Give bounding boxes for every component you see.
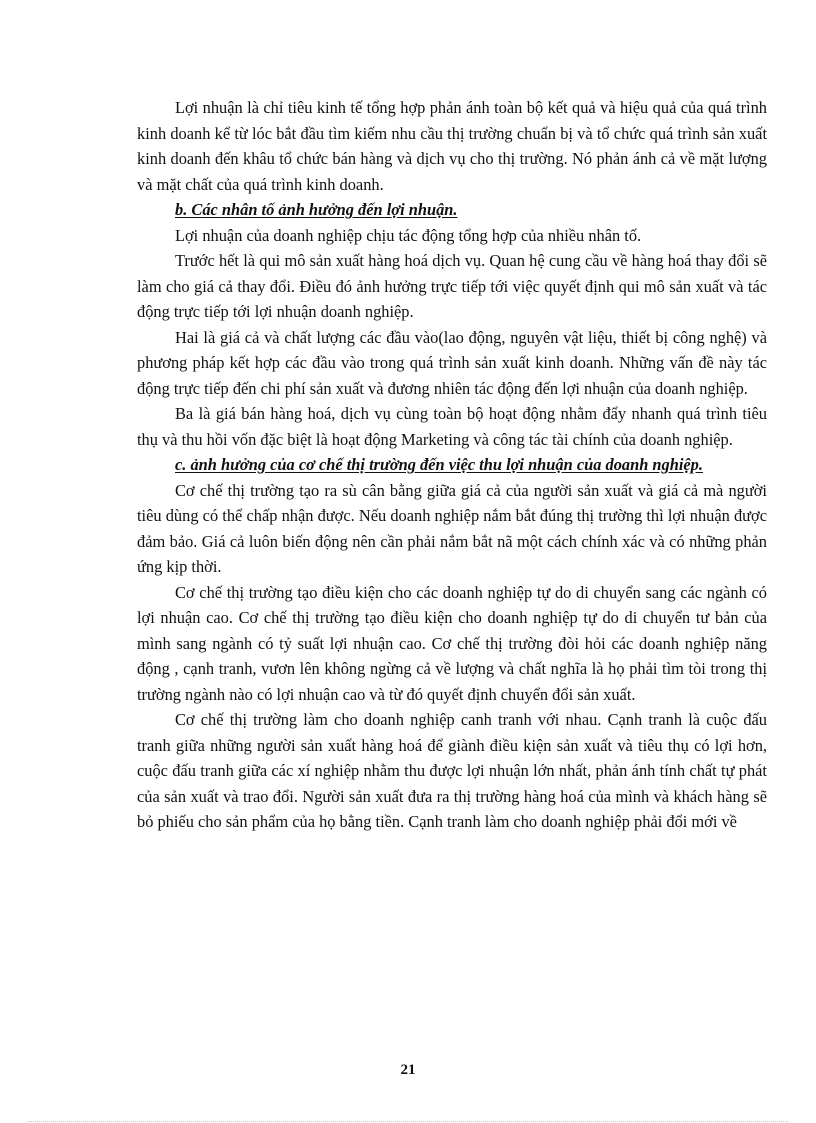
- page-number: 21: [400, 1062, 416, 1078]
- heading-market-mechanism: c. ảnh hưởng của cơ chế thị trường đến việc thu lợi nhuận của doanh nghiệp.: [175, 455, 703, 474]
- paragraph-profit-definition: Lợi nhuận là chỉ tiêu kinh tế tổng hợp phản ánh toàn bộ kết quả và hiệu quả của quá trình kinh doanh kể từ lóc bắt đầu tìm kiếm nhu cầu thị trường chuẩn bị và tổ chức quá trình sản xuất kinh doanh đến khâu tổ chức bán hàng và dịch vụ cho thị trường. Nó phản ánh cả về mặt lượng và mặt chất của quá trình kinh doanh.: [137, 98, 767, 194]
- paragraph-competition: Cơ chế thị trường làm cho doanh nghiệp canh tranh với nhau. Cạnh tranh là cuộc đấu tranh giữa những người sản xuất hàng hoá để giành điều kiện sản xuất và tiêu thụ có lợi hơn, cuộc đấu tranh giữa các xí nghiệp nhằm thu được lợi nhuận lớn nhất, phản ánh tính chất tự phát của sản xuất và trao đổi. Người sản xuất đưa ra thị trường hàng hoá của mình và khách hàng sẽ bỏ phiếu cho sản phẩm của họ bằng tiền. Cạnh tranh làm cho doanh nghiệp phải đổi mới về: [137, 710, 767, 831]
- paragraph-input-prices: Hai là giá cả và chất lượng các đầu vào(lao động, nguyên vật liệu, thiết bị công nghệ) và phương pháp kết hợp các đầu vào trong quá trình sản xuất kinh doanh. Những vấn đề này tác động trực tiếp đến chi phí sản xuất và đương nhiên tác động đến lợi nhuận của doanh nghiệp.: [137, 327, 767, 398]
- paragraph-capital-mobility: Cơ chế thị trường tạo điều kiện cho các doanh nghiệp tự do di chuyển sang các ngành có lợi nhuận cao. Cơ chế thị trường tạo điều kiện cho doanh nghiệp tự do di chuyển tư bản của mình sang ngành có tỷ suất lợi nhuận cao. Cơ chế thị trường đòi hỏi các doanh nghiệp năng động , cạnh tranh, vươn lên không ngừng cả về lượng và chất nghĩa là họ phải tìm tòi trong thị trường ngành nào có lợi nhuận cao và từ đó quyết định chuyển đổi sản xuất.: [137, 582, 767, 704]
- paragraph-selling-price: Ba là giá bán hàng hoá, dịch vụ cùng toàn bộ hoạt động nhằm đẩy nhanh quá trình tiêu thụ và thu hồi vốn đặc biệt là hoạt động Marketing và công tác tài chính của doanh nghiệp.: [137, 404, 767, 449]
- footer-divider: [28, 1121, 788, 1122]
- document-body: [137, 95, 767, 835]
- paragraph-factors-intro: Lợi nhuận của doanh nghiệp chịu tác động tổng hợp của nhiều nhân tố.: [175, 225, 642, 245]
- paragraph-production-scale: Trước hết là qui mô sản xuất hàng hoá dịch vụ. Quan hệ cung cầu về hàng hoá thay đổi sẽ làm cho giá cả thay đổi. Điều đó ảnh hưởng trực tiếp tới việc quyết định qui mô sản xuất và tác động trực tiếp tới lợi nhuận doanh nghiệp.: [137, 251, 767, 321]
- heading-factors-affecting-profit: b. Các nhân tố ảnh hưởng đến lợi nhuận.: [175, 200, 458, 219]
- paragraph-market-balance: Cơ chế thị trường tạo ra sù cân bằng giữa giá cả của người sản xuất và giá cả mà người tiêu dùng có thể chấp nhận được. Nếu doanh nghiệp nắm bắt đúng thị trường thì lợi nhuận được đảm bảo. Giá cả luôn biến động nên cần phải nắm bắt nã một cách chính xác và có những phản ứng kịp thời.: [137, 480, 767, 576]
